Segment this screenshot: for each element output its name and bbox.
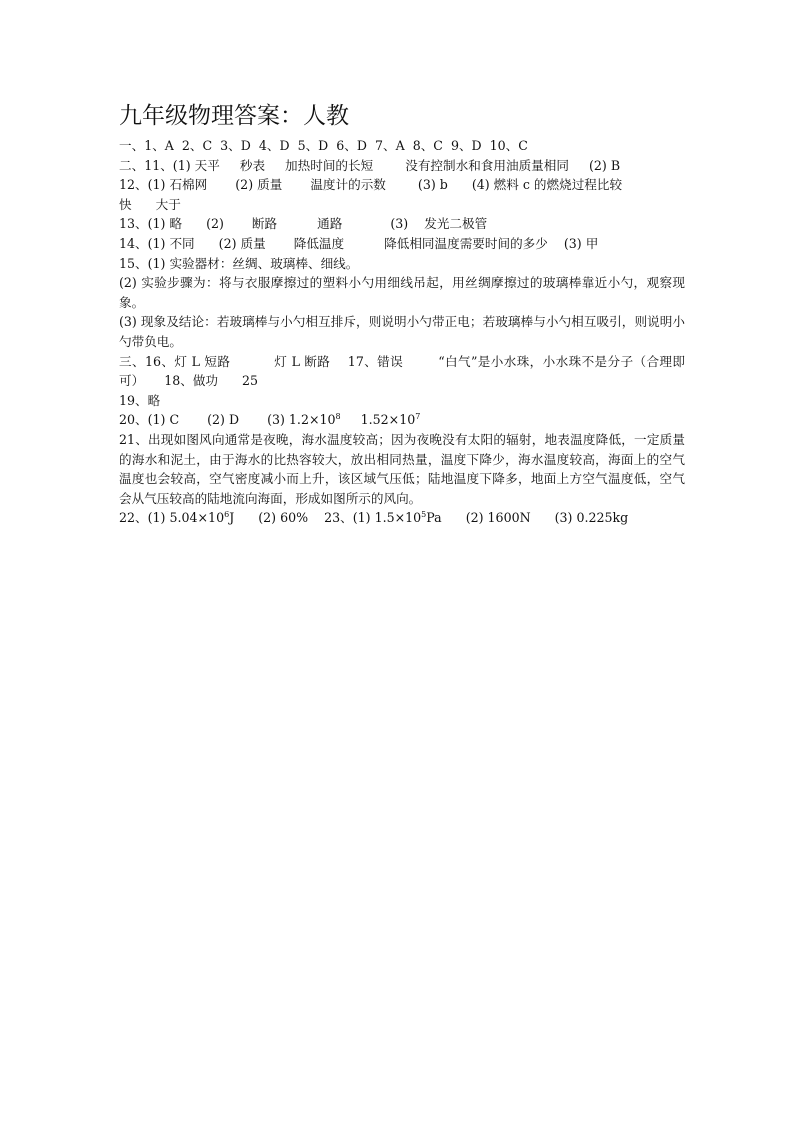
answer-22-part-a: 22、(1) 5.04×10 [119,510,225,526]
answer-22-part-b: J (2) 60% 23、(1) 1.5×10 [229,510,422,526]
answer-line-4: 快 大于 [119,196,181,212]
answer-paragraph-15-3: (3) 现象及结论：若玻璃棒与小勺相互排斥，则说明小勺带正电；若玻璃棒与小勺相互吸引，则说明小勺带负电。 [119,314,685,349]
answer-line-3: 12、(1) 石棉网 (2) 质量 温度计的示数 (3) b (4) 燃料 c 的燃烧过程比较 [119,177,623,193]
answer-20-part-b: 1.52×10 [340,412,416,428]
answer-paragraph-15-2: (2) 实验步骤为：将与衣服摩擦过的塑料小勺用细线吊起，用丝绸摩擦过的玻璃棒靠近小勺，观察现象。 [119,275,685,310]
answer-paragraph-16: 三、16、灯 L 短路 灯 L 断路 17、错误 “白气”是小水珠，小水珠不是分子（合理即可） 18、做功 25 [119,353,685,389]
answer-line-5: 13、(1) 略 (2) 断路 通路 (3) 发光二极管 [119,216,488,232]
answer-paragraph-21: 21、出现如图风向通常是夜晚，海水温度较高；因为夜晚没有太阳的辐射，地表温度降低，一定质量的海水和泥土，由于海水的比热容较大，放出相同热量，温度下降少，海水温度较高，海面上的空气温度也会较高，空气密度减小而上升，该区域气压低；陆地温度下降多，地面上方空气温度低，空气会从气压较高的陆地流向海面，形成如图所示的风向。 [119,431,685,506]
page-title: 九年级物理答案：人教 [119,103,349,129]
answer-23-exp: 5 [421,510,427,520]
answer-line-6: 14、(1) 不同 (2) 质量 降低温度 降低相同温度需要时间的多少 (3) 甲 [119,235,599,251]
answer-line-19: 19、略 [119,392,161,408]
answer-line-1: 一、1、A 2、C 3、D 4、D 5、D 6、D 7、A 8、C 9、D 10、C [119,138,528,153]
answer-23-part-c: Pa (2) 1600N (3) 0.225kg [426,510,629,526]
answer-20-part-a: 20、(1) C (2) D (3) 1.2×10 [119,412,336,428]
answer-20-exp-a: 8 [335,412,341,422]
answer-sheet [119,100,685,528]
answer-line-2: 二、11、(1) 天平 秒表 加热时间的长短 没有控制水和食用油质量相同 (2) B [119,157,621,173]
answer-20-exp-b: 7 [415,412,421,422]
answer-line-22 [119,508,685,528]
answer-line-7: 15、(1) 实验器材：丝绸、玻璃棒、细线。 [119,255,359,271]
answer-line-20 [119,410,685,430]
answer-22-exp-a: 6 [224,510,230,520]
